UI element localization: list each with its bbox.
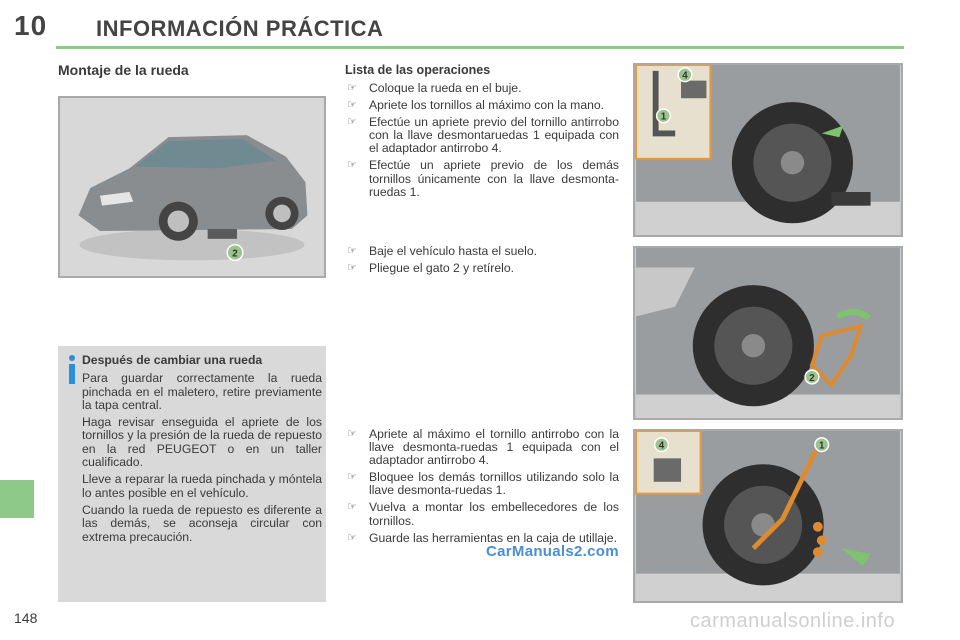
list-item: ☞ Apriete al máximo el tornillo antirrobo con la llave desmonta-ruedas 1 equipada con el adaptador antirrobo 4. (347, 427, 619, 468)
list-item: ☞ Apriete los tornillos al máximo con la mano. (347, 98, 605, 113)
pointing-hand-icon: ☞ (347, 262, 357, 275)
info-title: Después de cambiar una rueda (82, 353, 263, 367)
operations-list-1 (345, 82, 619, 203)
pointing-hand-icon: ☞ (347, 82, 357, 94)
footer-watermark: carmanualsonline.info (690, 610, 896, 632)
info-paragraph: Haga revisar enseguida el apriete de los tornillos y la presión de la rueda de repuesto en la red PEUGEOT o en un taller cualificado. (82, 415, 322, 470)
pointing-hand-icon: ☞ (347, 501, 357, 514)
label-adapter-4: 4 (682, 70, 688, 82)
info-paragraph: Para guardar correctamente la rueda pinchada en el maletero, retire previamente la tapa central. (82, 371, 322, 412)
info-text (82, 354, 322, 548)
list-item: ☞ Vuelva a montar los embellecedores de los tornillos. (347, 500, 619, 528)
info-paragraph: Lleve a reparar la rueda pinchada y móntela lo antes posible en el vehículo. (82, 472, 322, 500)
pointing-hand-icon: ☞ (347, 471, 357, 484)
pointing-hand-icon: ☞ (347, 159, 357, 172)
operations-title: Lista de las operaciones (345, 63, 491, 77)
list-item: ☞ Coloque la rueda en el buje. (347, 81, 522, 95)
label-wrench-1: 1 (819, 440, 825, 452)
list-item: ☞ Pliegue el gato 2 y retírelo. (347, 261, 514, 276)
label-jack-2: 2 (809, 372, 815, 384)
list-item: ☞ Bloquee los demás tornillos utilizando solo la llave desmonta-ruedas 1. (347, 470, 619, 498)
list-item: ☞ Guarde las herramientas en la caja de utillaje. (347, 530, 617, 545)
list-item: ☞ Efectúe un apriete previo del tornillo antirrobo con la llave desmontaruedas 1 equipada con el adaptador antirrobo 4. (347, 115, 619, 156)
pointing-hand-icon: ☞ (347, 428, 357, 440)
operations-list-3 (345, 428, 619, 549)
label-jack-2: 2 (232, 248, 238, 260)
wheel-photo-1 (633, 63, 903, 237)
chapter-tab (0, 480, 34, 518)
pointing-hand-icon: ☞ (347, 245, 357, 257)
list-item: ☞ Baje el vehículo hasta el suelo. (347, 244, 538, 258)
list-item: ☞ Efectúe un apriete previo de los demás tornillos únicamente con la llave desmonta-ruedas 1. (347, 158, 619, 199)
info-icon (64, 354, 80, 386)
chapter-number: 10 (14, 10, 48, 41)
watermark: CarManuals2.com (486, 543, 619, 560)
pointing-hand-icon: ☞ (347, 531, 357, 544)
section-title: Montaje de la rueda (58, 62, 189, 78)
wheel-photo-2 (633, 246, 903, 420)
chapter-title: INFORMACIÓN PRÁCTICA (96, 16, 384, 41)
operations-list-2 (345, 245, 619, 279)
pointing-hand-icon: ☞ (347, 99, 357, 112)
label-adapter-4: 4 (658, 440, 665, 452)
info-paragraph: Cuando la rueda de repuesto es diferente a las demás, se aconseja circular con extrema precaución. (82, 502, 322, 544)
label-wrench-1: 1 (660, 111, 667, 123)
page-number: 148 (14, 610, 38, 626)
header-divider (56, 46, 904, 49)
pointing-hand-icon: ☞ (347, 116, 357, 129)
car-illustration (58, 96, 326, 278)
wheel-photo-3 (633, 429, 903, 603)
